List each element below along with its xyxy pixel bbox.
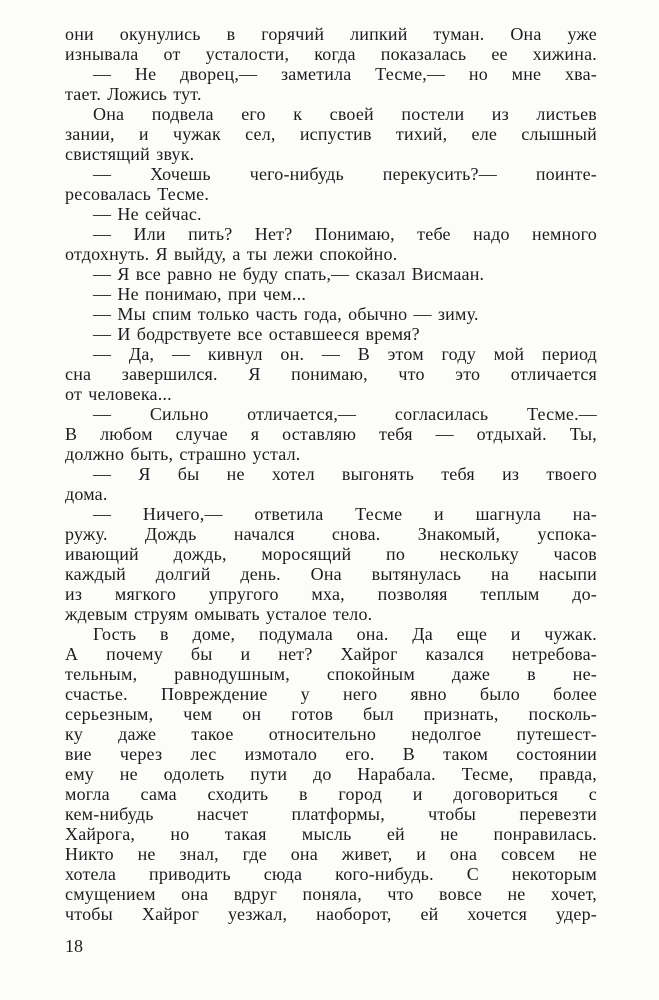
text-line: ему не одолеть пути до Нарабала. Тесме, правда, — [65, 764, 597, 784]
text-line: чтобы Хайрог уезжал, наоборот, ей хочется удер- — [65, 904, 597, 924]
text-line: вие через лес измотало его. В таком состоянии — [65, 744, 597, 764]
text-line: дома. — [65, 484, 108, 504]
text-line: ку даже такое относительно недолгое путешест- — [65, 724, 597, 744]
text-line: смущением она вдруг поняла, что вовсе не хочет, — [65, 884, 597, 904]
text-line: зании, и чужак сел, испустив тихий, еле слышный — [65, 124, 597, 144]
text-line: должно быть, страшно устал. — [65, 444, 301, 464]
text-line: — Не сейчас. — [93, 204, 202, 224]
text-line: свистящий звук. — [65, 144, 195, 164]
text-line: тельным, равнодушным, спокойным даже в не- — [65, 664, 597, 684]
text-line: они окунулись в горячий липкий туман. Она уже — [65, 24, 597, 44]
text-line: изнывала от усталости, когда показалась ее хижина. — [65, 44, 597, 64]
text-line: ивающий дождь, моросящий по нескольку часов — [65, 544, 597, 564]
page-number: 18 — [65, 936, 83, 956]
text-line: ружу. Дождь начался снова. Знакомый, успока- — [65, 524, 597, 544]
text-line: — Не понимаю, при чем... — [93, 284, 307, 304]
text-line: могла сама сходить в город и договориться с — [65, 784, 597, 804]
text-line: сна завершился. Я понимаю, что это отличается — [65, 364, 597, 384]
text-line: — Я все равно не буду спать,— сказал Висмаан. — [93, 264, 485, 284]
text-line: хотела приводить сюда кого-нибудь. С некоторым — [65, 864, 597, 884]
text-line: — Хочешь чего-нибудь перекусить?— поинте- — [93, 164, 597, 184]
text-line: серьезным, чем он готов был признать, посколь- — [65, 704, 597, 724]
text-line: В любом случае я оставляю тебя — отдыхай. Ты, — [65, 424, 597, 444]
text-lines — [65, 24, 597, 924]
text-line: — Или пить? Нет? Понимаю, тебе надо немного — [93, 224, 597, 244]
text-line: каждый долгий день. Она вытянулась на насыпи — [65, 564, 597, 584]
text-line: — Мы спим только часть года, обычно — зиму. — [93, 304, 479, 324]
text-line: — Сильно отличается,— согласилась Тесме.— — [93, 404, 597, 424]
text-line: — Ничего,— ответила Тесме и шагнула на- — [93, 504, 597, 524]
text-line: А почему бы и нет? Хайрог казался нетребова- — [65, 644, 597, 664]
text-line: Гость в доме, подумала она. Да еще и чужак. — [93, 624, 597, 644]
text-line: ресовалась Тесме. — [65, 184, 210, 204]
text-line: кем-нибудь насчет платформы, чтобы перевезти — [65, 804, 597, 824]
text-line: счастье. Повреждение у него явно было более — [65, 684, 597, 704]
text-line: Хайрога, но такая мысль ей не понравилась. — [65, 824, 597, 844]
text-line: — И бодрствуете все оставшееся время? — [93, 324, 420, 344]
text-line: тает. Ложись тут. — [65, 84, 202, 104]
text-line: — Да, — кивнул он. — В этом году мой период — [93, 344, 597, 364]
text-line: отдохнуть. Я выйду, а ты лежи спокойно. — [65, 244, 398, 264]
text-line: от человека... — [65, 384, 172, 404]
text-line: — Не дворец,— заметила Тесме,— но мне хва- — [93, 64, 597, 84]
text-line: Никто не знал, где она живет, и она совсем не — [65, 844, 597, 864]
text-line: Она подвела его к своей постели из листьев — [93, 104, 597, 124]
text-line: — Я бы не хотел выгонять тебя из твоего — [93, 464, 597, 484]
text-line: из мягкого упругого мха, позволяя теплым до- — [65, 584, 597, 604]
text-line: ждевым струям омывать усталое тело. — [65, 604, 373, 624]
